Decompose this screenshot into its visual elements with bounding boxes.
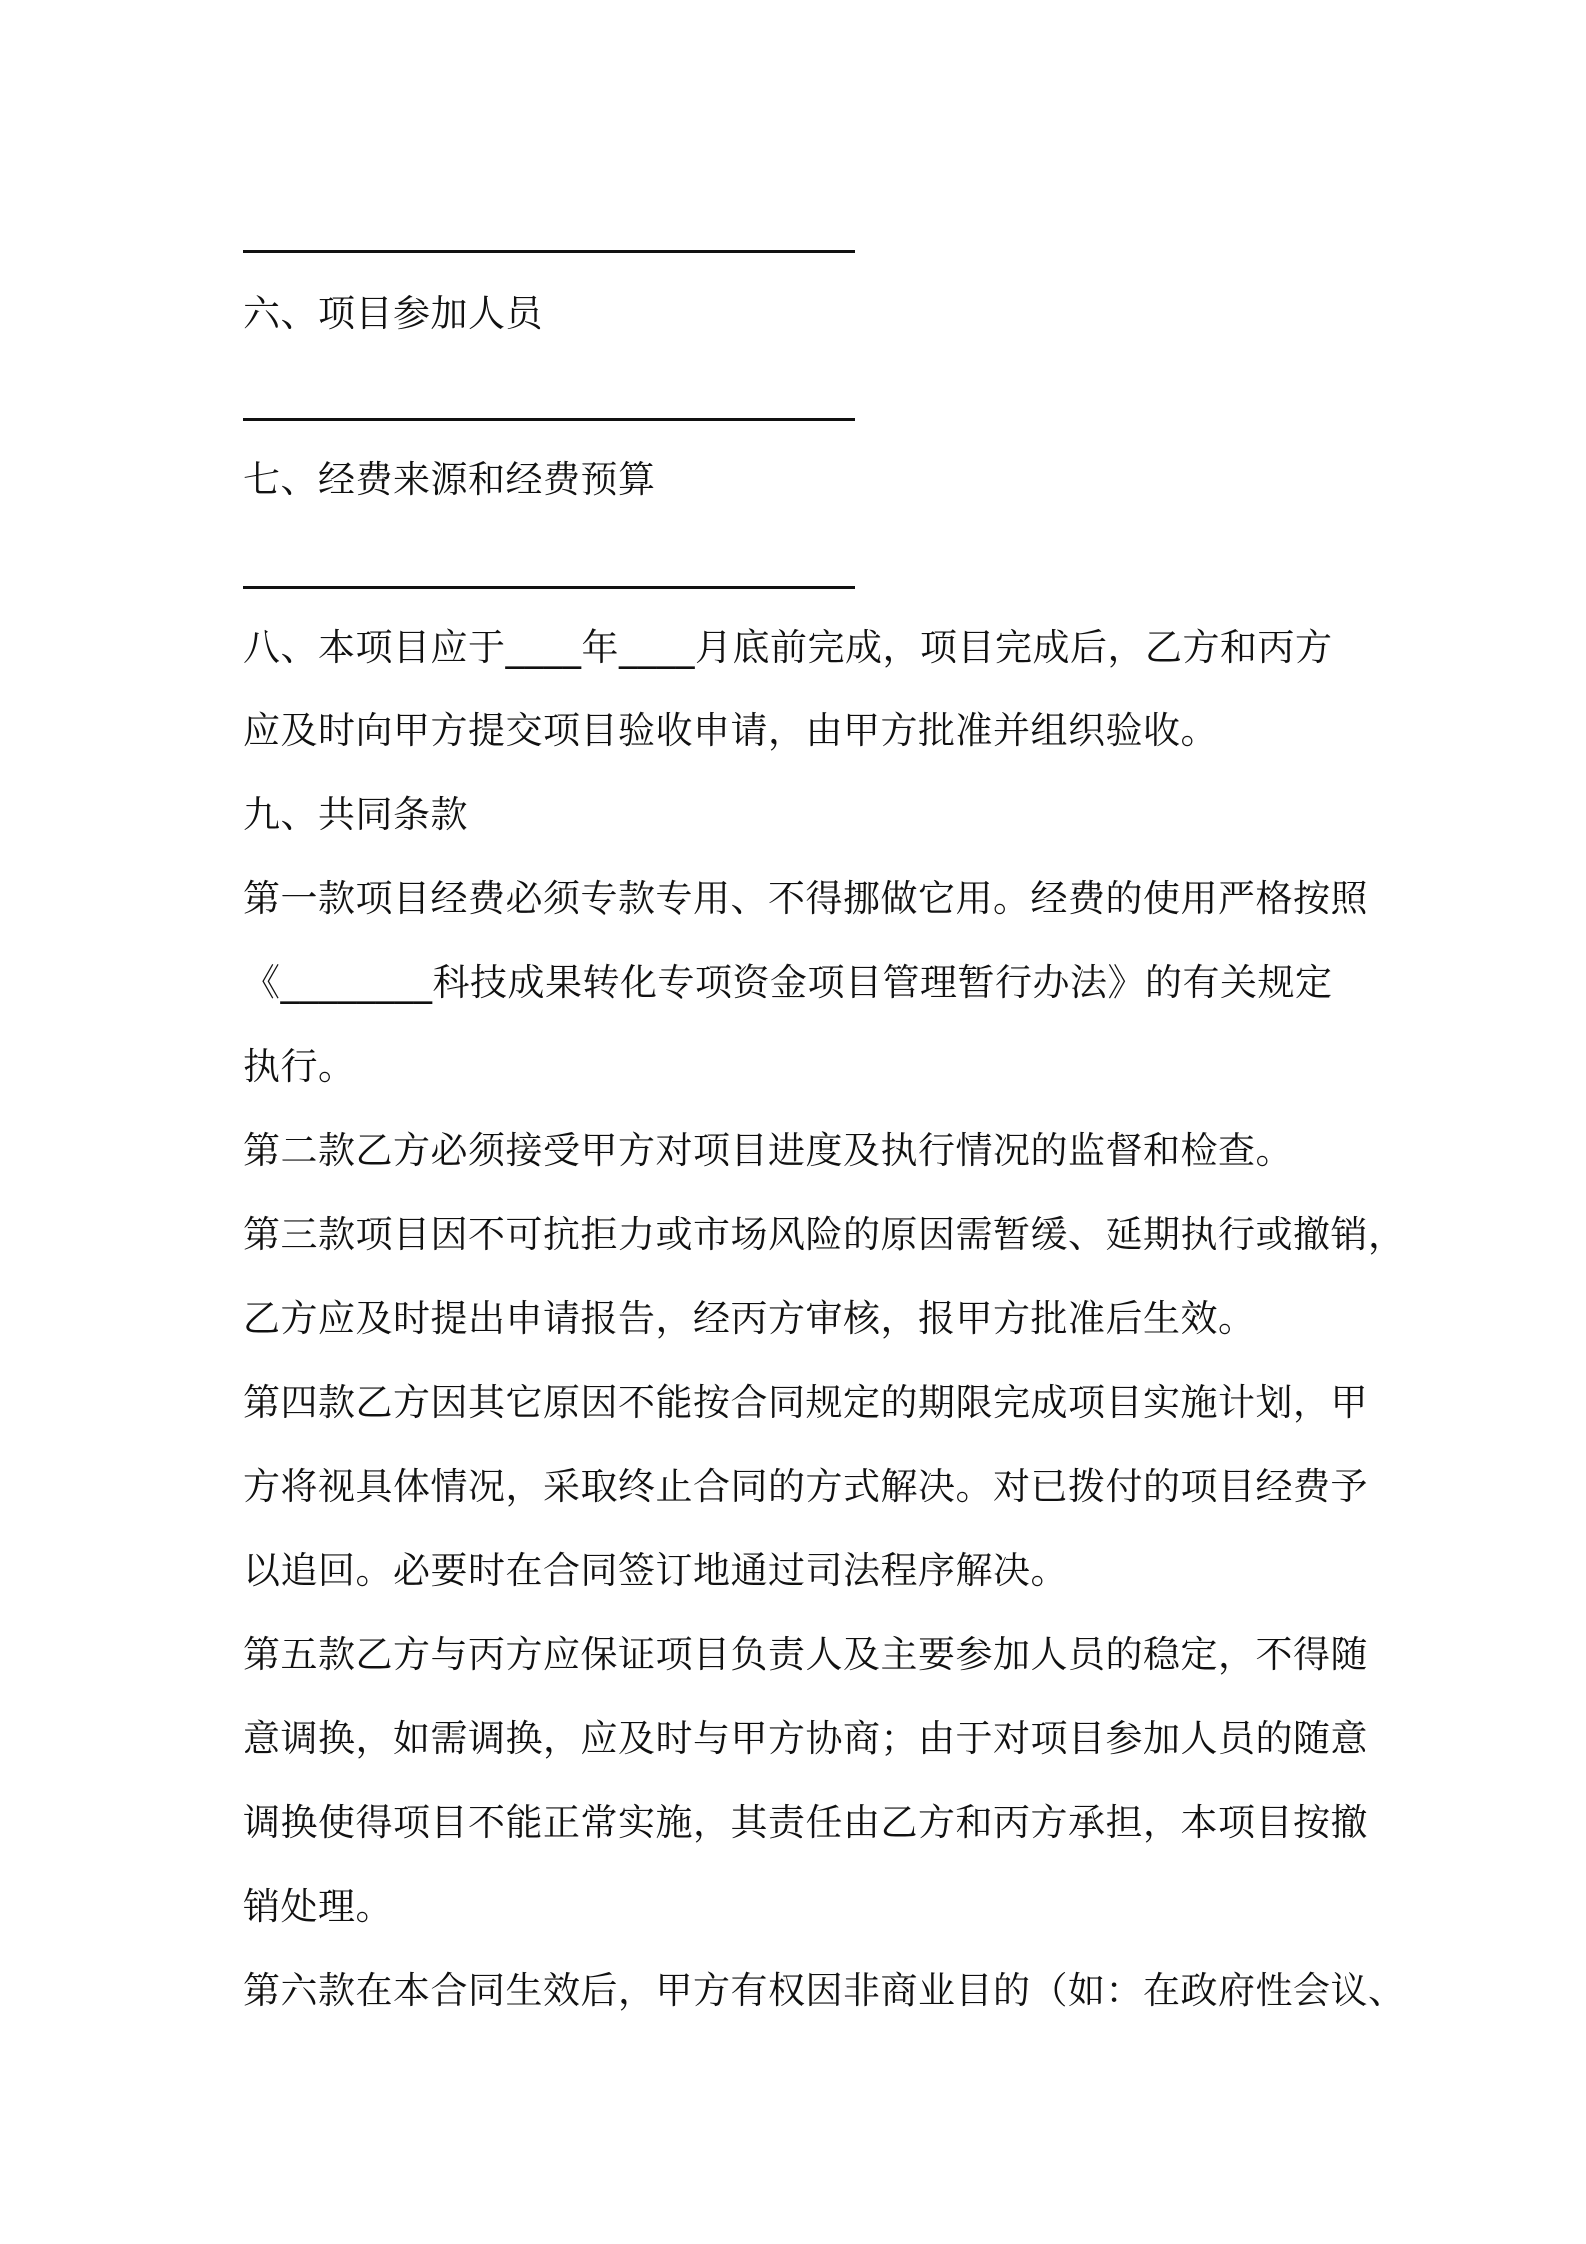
clause-line: 乙方应及时提出申请报告，经丙方审核，报甲方批准后生效。 — [243, 1297, 1256, 1340]
blank-fill-line — [243, 418, 855, 421]
section-eight-line: 八、本项目应于____年____月底前完成，项目完成后，乙方和丙方 — [243, 626, 1333, 669]
clause-line: 第五款乙方与丙方应保证项目负责人及主要参加人员的稳定，不得随 — [243, 1633, 1368, 1676]
clause-line: 以追回。必要时在合同签订地通过司法程序解决。 — [243, 1549, 1068, 1592]
clause-line: 第三款项目因不可抗拒力或市场风险的原因需暂缓、延期执行或撤销， — [243, 1213, 1406, 1256]
clause-line: 第六款在本合同生效后，甲方有权因非商业目的（如：在政府性会议、 — [243, 1969, 1406, 2012]
clause-line: 第四款乙方因其它原因不能按合同规定的期限完成项目实施计划，甲 — [243, 1381, 1368, 1424]
clause-line: 第二款乙方必须接受甲方对项目进度及执行情况的监督和检查。 — [243, 1129, 1293, 1172]
blank-fill-line — [243, 250, 855, 253]
blank-fill-line — [243, 586, 855, 589]
clause-line: 意调换，如需调换，应及时与甲方协商；由于对项目参加人员的随意 — [243, 1717, 1368, 1760]
clause-line: 第一款项目经费必须专款专用、不得挪做它用。经费的使用严格按照 — [243, 877, 1368, 920]
section-heading-seven: 七、经费来源和经费预算 — [243, 458, 656, 501]
section-heading-six: 六、项目参加人员 — [243, 292, 543, 335]
section-heading-nine: 九、共同条款 — [243, 793, 468, 836]
clause-line: 方将视具体情况，采取终止合同的方式解决。对已拨付的项目经费予 — [243, 1465, 1368, 1508]
clause-line: 《________科技成果转化专项资金项目管理暂行办法》的有关规定 — [243, 961, 1333, 1004]
clause-line: 销处理。 — [243, 1885, 393, 1928]
clause-line: 调换使得项目不能正常实施，其责任由乙方和丙方承担，本项目按撤 — [243, 1801, 1368, 1844]
section-eight-line: 应及时向甲方提交项目验收申请，由甲方批准并组织验收。 — [243, 709, 1218, 752]
clause-line: 执行。 — [243, 1045, 356, 1088]
